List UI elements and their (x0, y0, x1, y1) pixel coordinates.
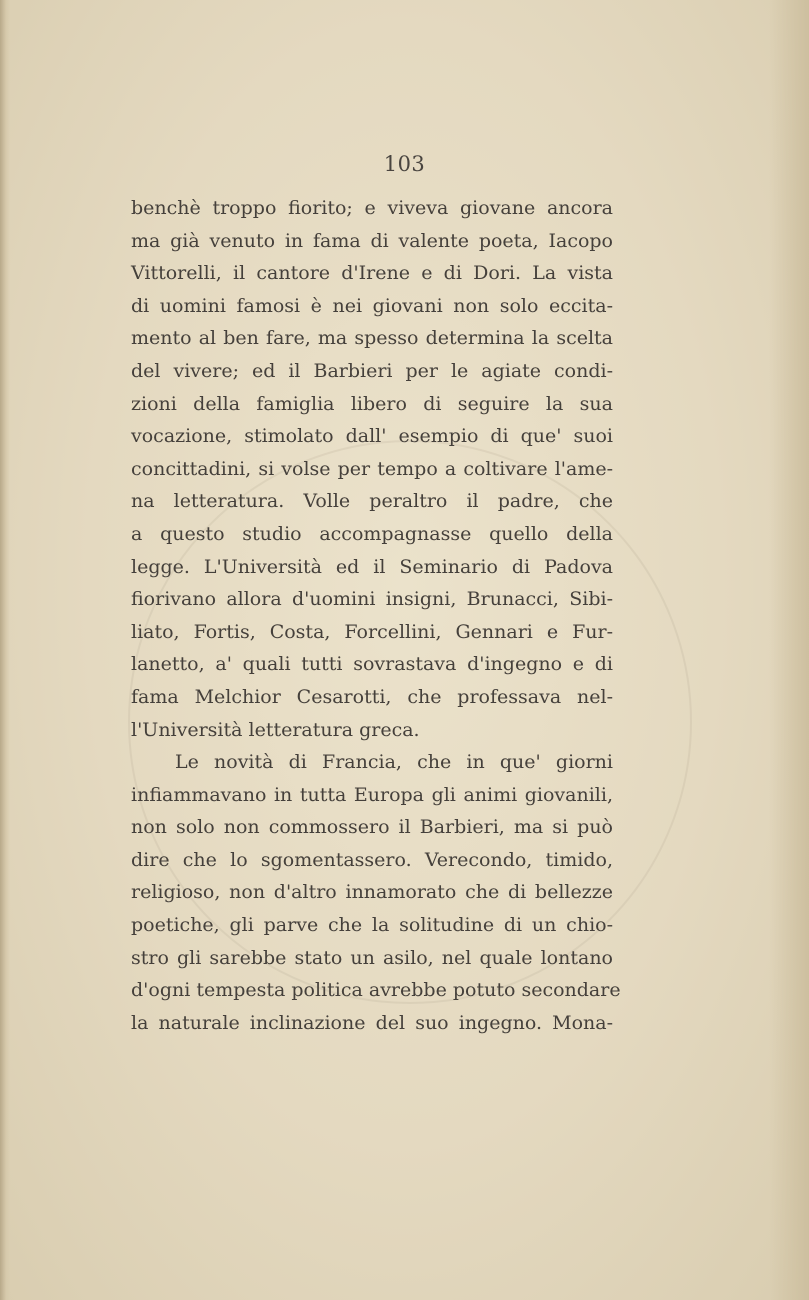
text-line: dire che lo sgomentassero. Verecondo, timido, (131, 848, 613, 871)
text-line-indented: Le novità di Francia, che in que' giorni (175, 751, 613, 774)
body-text (131, 192, 621, 1039)
text-line: liato, Fortis, Costa, Forcellini, Gennari e Fur- (131, 620, 613, 643)
text-line: fiorivano allora d'uomini insigni, Brunacci, Sibi- (131, 588, 613, 611)
text-line: religioso, non d'altro innamorato che di bellezze (131, 881, 613, 904)
text-line: na letteratura. Volle peraltro il padre, che (131, 490, 613, 513)
text-line: l'Università letteratura greca. (131, 718, 420, 741)
text-line: di uomini famosi è nei giovani non solo eccita- (131, 294, 613, 317)
text-line: benchè troppo fiorito; e viveva giovane ancora (131, 197, 613, 219)
text-line: d'ogni tempesta politica avrebbe potuto secondare (131, 979, 621, 1002)
page-edge-right (769, 0, 809, 1300)
text-line: infiammavano in tutta Europa gli animi giovanili, (131, 783, 613, 806)
text-line: concittadini, si volse per tempo a coltivare l'ame- (131, 457, 613, 480)
text-line: del vivere; ed il Barbieri per le agiate condi- (131, 359, 613, 382)
page-edge-left (0, 0, 10, 1300)
text-line: zioni della famiglia libero di seguire la sua (131, 392, 613, 415)
page-number: 103 (383, 152, 426, 176)
text-line: Vittorelli, il cantore d'Irene e di Dori. La vista (131, 262, 613, 285)
text-line: poetiche, gli parve che la solitudine di un chio- (131, 914, 613, 937)
text-line: fama Melchior Cesarotti, che professava nel- (131, 685, 613, 708)
text-line: stro gli sarebbe stato un asilo, nel quale lontano (131, 946, 613, 969)
text-line: ma già venuto in fama di valente poeta, Iacopo (131, 229, 613, 252)
text-line: la naturale inclinazione del suo ingegno. Mona- (131, 1011, 613, 1034)
text-line: vocazione, stimolato dall' esempio di que' suoi (131, 425, 613, 448)
text-line: lanetto, a' quali tutti sovrastava d'ingegno e di (131, 653, 613, 676)
text-line: mento al ben fare, ma spesso determina la scelta (131, 327, 613, 350)
text-line: legge. L'Università ed il Seminario di Padova (131, 555, 613, 578)
text-line: non solo non commossero il Barbieri, ma si può (131, 816, 613, 839)
text-line: a questo studio accompagnasse quello della (131, 522, 613, 545)
